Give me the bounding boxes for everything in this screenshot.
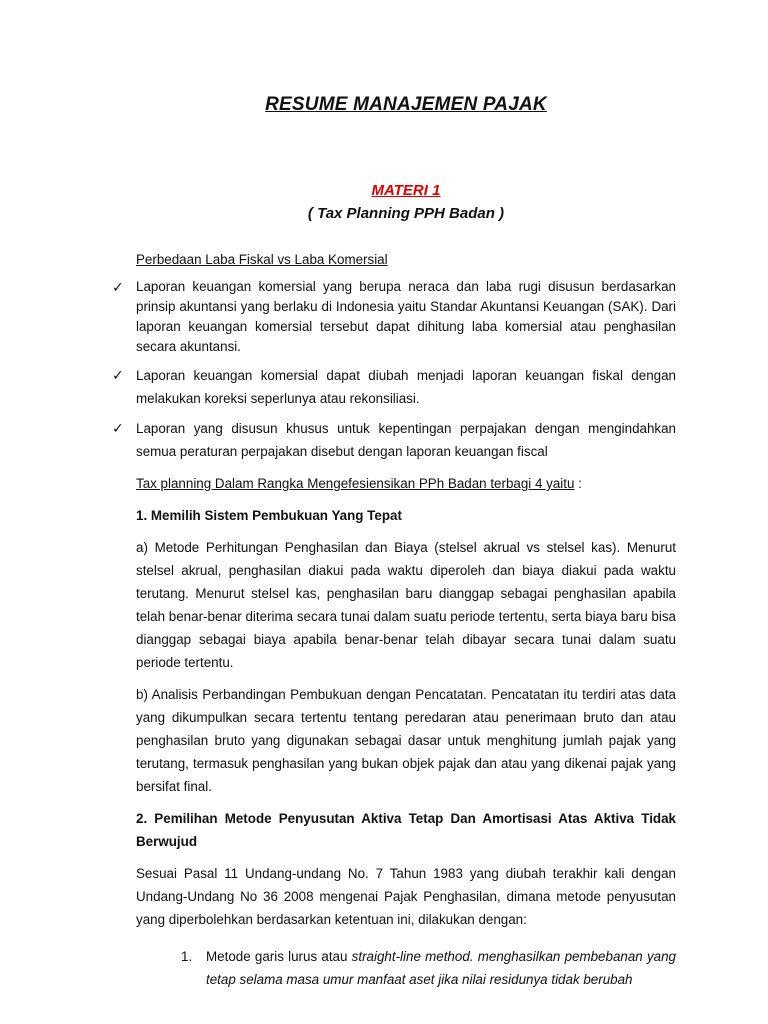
checklist-item <box>112 364 676 410</box>
checkmark-icon: ✓ <box>112 420 124 436</box>
materi-title: MATERI 1 <box>371 182 441 199</box>
tax-planning-heading-colon: : <box>574 476 582 491</box>
point-1-heading: 1. Memilih Sistem Pembukuan Yang Tepat <box>136 508 402 523</box>
point-1-b-paragraph: b) Analisis Perbandingan Pembukuan dengan Pencatatan. Pencatatan itu terdiri atas data yang dikumpulkan secara tertentu tentang peredaran atau penerimaan bruto dan atau penghasilan bruto yang digunakan sebagai dasar untuk menghitung jumlah pajak yang terutang, termasuk penghasilan yang bukan objek pajak dan atau yang dikenai pajak yang bersifat final. <box>136 687 676 794</box>
materi-subtitle: ( Tax Planning PPH Badan ) <box>307 205 505 222</box>
method-text-italic: straight-line method. menghasilkan pembebanan yang tetap selama masa umur manfaat aset jika nilai residunya tidak berubah <box>206 949 677 987</box>
section-heading-tax-planning <box>136 472 676 495</box>
checklist-item <box>112 277 676 357</box>
checklist-item <box>112 417 676 463</box>
checklist-item-text: Laporan yang disusun khusus untuk kepentingan perpajakan dengan mengindahkan semua peraturan perpajakan disebut dengan laporan keuangan fiscal <box>136 421 676 459</box>
checklist-item-text: Laporan keuangan komersial dapat diubah menjadi laporan keuangan fiskal dengan melakukan koreksi seperlunya atau rekonsiliasi. <box>136 368 676 406</box>
method-number: 1. <box>181 949 193 964</box>
section-heading-laba: Perbedaan Laba Fiskal vs Laba Komersial <box>136 252 388 267</box>
method-text-plain: Metode garis lurus atau <box>206 949 352 964</box>
tax-planning-heading-text: Tax planning Dalam Rangka Mengefesiensikan PPh Badan terbagi 4 yaitu <box>136 476 575 491</box>
checkmark-icon: ✓ <box>112 279 124 295</box>
checklist <box>112 277 676 463</box>
point-2-paragraph: Sesuai Pasal 11 Undang-undang No. 7 Tahun 1983 yang diubah terakhir kali dengan Undang-Undang No 36 2008 mengenai Pajak Penghasilan, dimana metode penyusutan yang diperbolehkan berdasarkan ketentuan ini, dilakukan dengan: <box>136 866 676 927</box>
method-list-item <box>181 945 677 991</box>
document-title: RESUME MANAJEMEN PAJAK <box>265 94 547 115</box>
point-2-heading: 2. Pemilihan Metode Penyusutan Aktiva Tetap Dan Amortisasi Atas Aktiva Tidak Berwujud <box>136 811 676 849</box>
checkmark-icon: ✓ <box>112 367 124 383</box>
method-list <box>136 945 676 991</box>
point-1-a-paragraph: a) Metode Perhitungan Penghasilan dan Biaya (stelsel akrual vs stelsel kas). Menurut stelsel akrual, penghasilan diakui pada waktu diperoleh dan biaya diakui pada waktu terutang. Menurut stelsel kas, penghasilan baru dianggap sebagai penghasilan apabila telah benar-benar diterima secara tunai dalam suatu periode tertentu, serta biaya baru bisa dianggap sebagai biaya apabila benar-benar telah dibayar secara tunai dalam suatu periode tertentu. <box>136 540 676 670</box>
checklist-item-text: Laporan keuangan komersial yang berupa neraca dan laba rugi disusun berdasarkan prinsip akuntansi yang berlaku di Indonesia yaitu Standar Akuntansi Keuangan (SAK). Dari laporan keuangan komersial tersebut dapat dihitung laba komersial atau penghasilan secara akuntansi. <box>136 279 676 354</box>
